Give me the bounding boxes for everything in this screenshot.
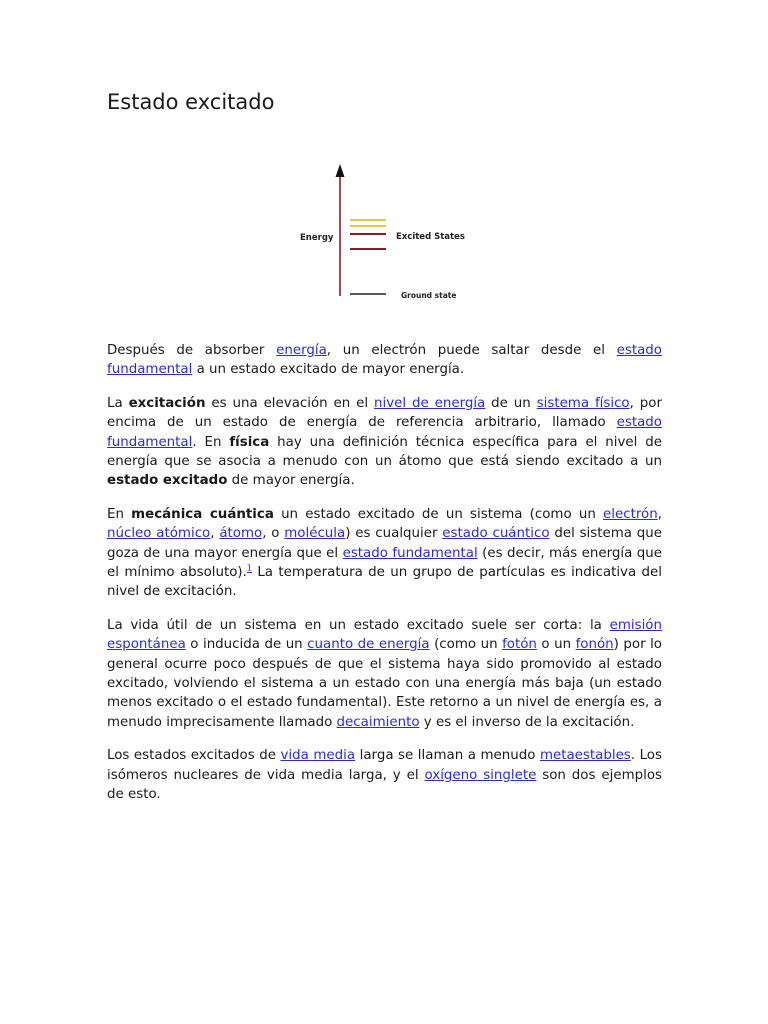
link-estado-fundamental[interactable]: estado fundamental [107, 343, 663, 378]
text: , [657, 507, 662, 523]
text: . En [192, 434, 230, 450]
text: a un estado excitado de mayor energía. [192, 362, 465, 378]
energy-level-diagram [296, 160, 476, 302]
text: (es decir, más energía que el mínimo absoluto). [107, 545, 662, 580]
ground-state-label: Ground state [401, 291, 457, 300]
link-atomo[interactable]: átomo [219, 526, 263, 542]
text: de un [485, 396, 537, 412]
link-metaestables[interactable]: metaestables [539, 748, 631, 764]
text: de mayor energía. [227, 473, 355, 489]
text: La vida útil de un sistema en un estado excitado suele ser corta: la [107, 618, 610, 634]
page-title: Estado excitado [107, 90, 275, 114]
energy-diagram-svg [296, 160, 476, 302]
text: y es el inverso de la excitación. [419, 714, 635, 730]
paragraph-3 [107, 505, 662, 601]
paragraph-2 [107, 394, 662, 490]
text: ) por lo general ocurre poco después de que el sistema haya sido promovido al estado excitado, volviendo el sistema a un estado con una energía más baja (un estado menos excitado o el estado fundamental). Este retorno a un nivel de energía es, a menudo imprecisamente llamado [107, 637, 662, 730]
text: , un electrón puede saltar desde el [326, 343, 617, 358]
link-nivel-de-energia[interactable]: nivel de energía [374, 396, 486, 412]
article-body [107, 341, 662, 819]
link-vida-media[interactable]: vida media [280, 748, 356, 764]
link-oxigeno-singlete[interactable]: oxígeno singlete [424, 767, 537, 783]
link-estado-fundamental[interactable]: estado fundamental [107, 415, 662, 450]
text: o un [536, 637, 576, 653]
paragraph-5 [107, 746, 662, 804]
link-decaimiento[interactable]: decaimiento [336, 714, 420, 730]
link-fonon[interactable]: fonón [575, 637, 614, 653]
link-electron[interactable]: electrón [603, 507, 658, 523]
text: En [107, 507, 132, 523]
text: La temperatura de un grupo de partículas es indicativa del nivel de excitación. [107, 564, 662, 600]
text: (como un [429, 637, 503, 653]
text: . Los isómeros nucleares de vida media larga, y el [107, 748, 662, 783]
text: del sistema que goza de una mayor energía que el [107, 526, 663, 561]
energy-label: Energy [300, 233, 334, 243]
text: larga se llaman a menudo [355, 748, 540, 764]
link-molecula[interactable]: molécula [284, 526, 346, 542]
text: , por encima de un estado de energía de referencia arbitrario, llamado [107, 396, 662, 431]
text: ) es cualquier [345, 526, 443, 542]
link-estado-cuantico[interactable]: estado cuántico [442, 526, 550, 542]
bold-term: excitación [128, 396, 206, 412]
text: hay una definición técnica específica para el nivel de energía que se asocia a menudo con un átomo que está siendo excitado a un [107, 434, 662, 469]
text: son dos ejemplos de esto. [107, 767, 662, 802]
excited-states-label: Excited States [396, 232, 465, 242]
link-cuanto-de-energia[interactable]: cuanto de energía [307, 637, 430, 653]
bold-term: estado excitado [107, 473, 228, 489]
text: , [210, 526, 220, 542]
link-estado-fundamental[interactable]: estado fundamental [342, 545, 478, 561]
text: Después de absorber [107, 343, 277, 358]
footnote-ref[interactable]: 1 [246, 563, 252, 573]
text: es una elevación en el [205, 396, 374, 412]
bold-term: física [229, 434, 270, 450]
link-emision-espontanea[interactable]: emisión espontánea [107, 618, 662, 653]
link-nucleo-atomico[interactable]: núcleo atómico [107, 526, 211, 542]
text: La [107, 396, 129, 412]
link-energia[interactable]: energía [276, 343, 327, 358]
link-sistema-fisico[interactable]: sistema físico [536, 396, 630, 412]
paragraph-4 [107, 616, 662, 732]
bold-term: mecánica cuántica [131, 507, 274, 523]
link-foton[interactable]: fotón [502, 637, 537, 653]
text: , o [262, 526, 285, 542]
text: o inducida de un [185, 637, 308, 653]
text: un estado excitado de un sistema (como un [273, 507, 604, 523]
text: Los estados excitados de [107, 748, 281, 764]
paragraph-1 [107, 341, 662, 380]
energy-axis-arrowhead [336, 164, 345, 177]
